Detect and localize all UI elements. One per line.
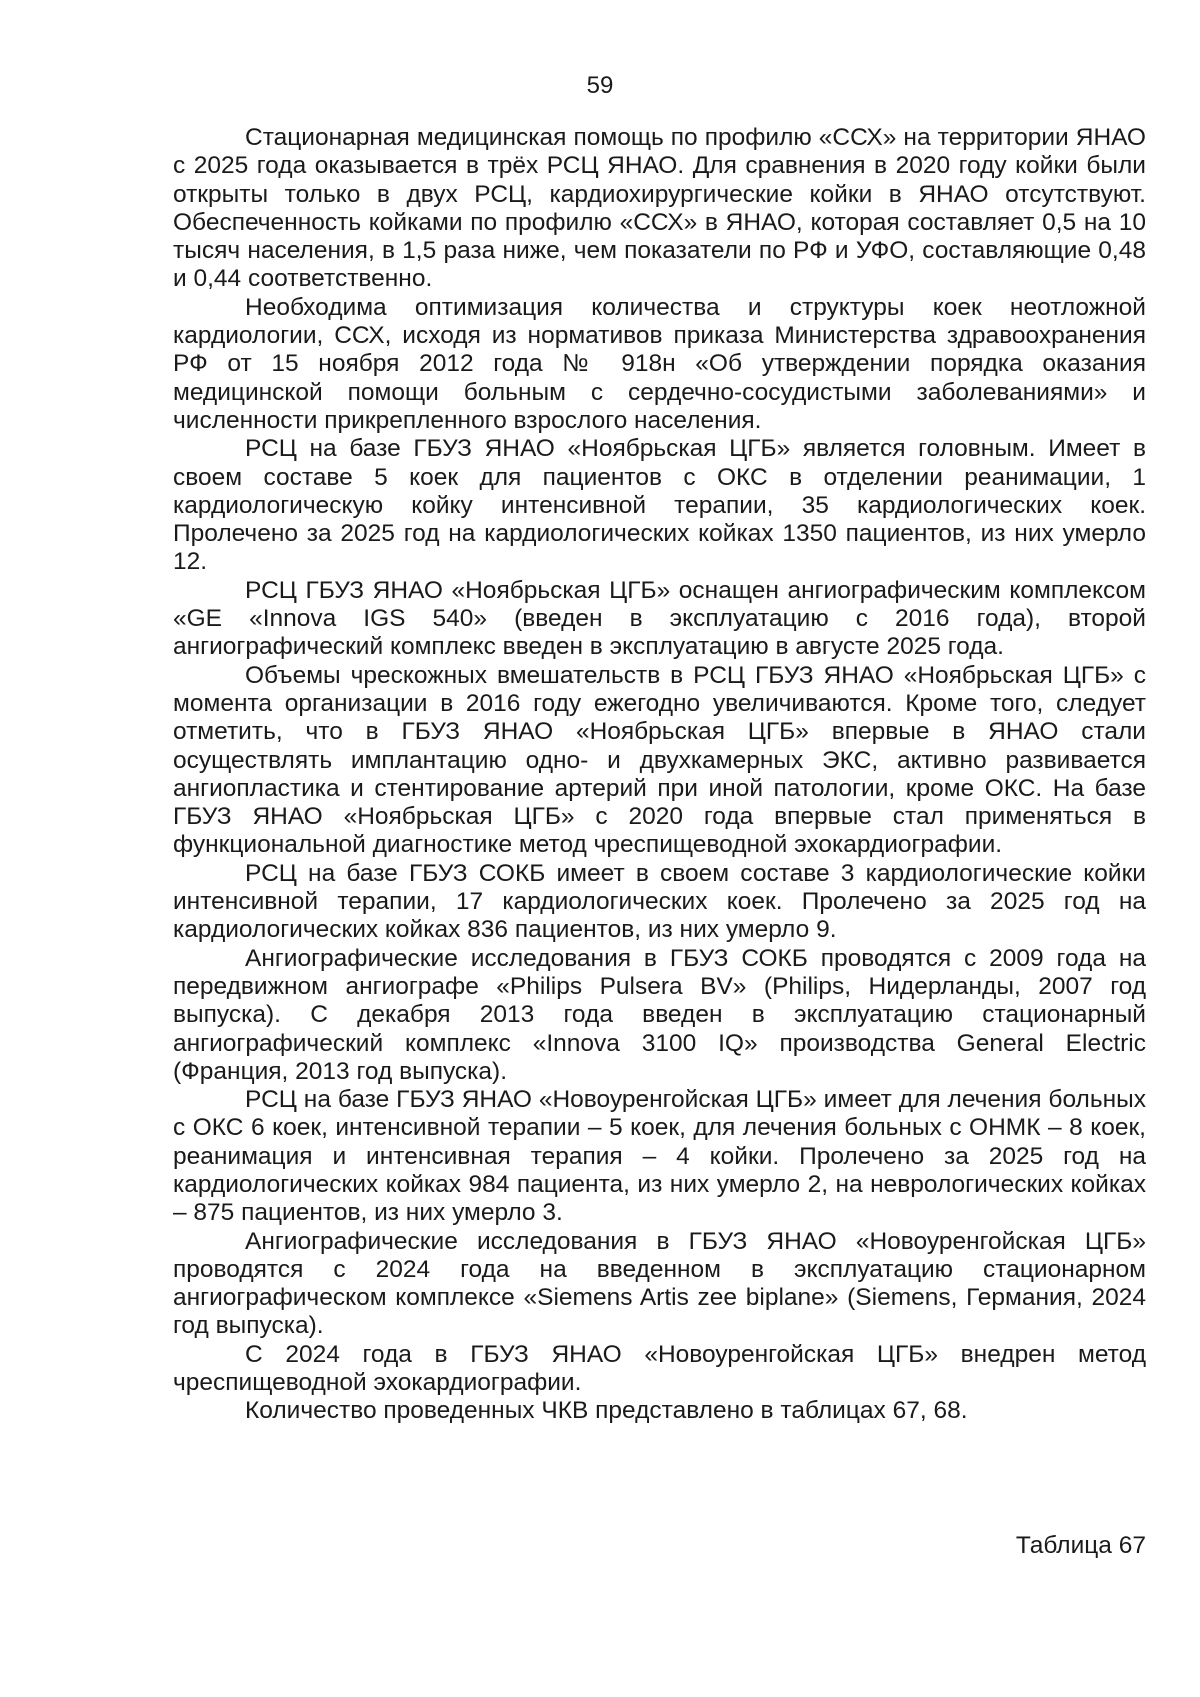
paragraph: Объемы чрескожных вмешательств в РСЦ ГБУЗ ЯНАО «Ноябрьская ЦГБ» с момента организации в 2016 году ежегодно увеличиваются. Кроме того, следует отметить, что в ГБУЗ ЯНАО «Ноябрьская ЦГБ» впервые в ЯНАО стали осуществлять имплантацию одно- и двухкамерных ЭКС, активно развивается ангиопластика и стентирование артерий при иной патологии, кроме ОКС. На базе ГБУЗ ЯНАО «Ноябрьская ЦГБ» с 2020 года впервые стал применяться в функциональной диагностике метод чреспищеводной эхокардиографии.: [173, 661, 1146, 859]
page-number: 59: [586, 72, 614, 99]
paragraph: С 2024 года в ГБУЗ ЯНАО «Новоуренгойская ЦГБ» внедрен метод чреспищеводной эхокардиографии.: [173, 1340, 1146, 1397]
paragraph: РСЦ на базе ГБУЗ ЯНАО «Новоуренгойская ЦГБ» имеет для лечения больных с ОКС 6 коек, интенсивной терапии – 5 коек, для лечения больных с ОНМК – 8 коек, реанимация и интенсивная терапия – 4 койки. Пролечено за 2025 год на кардиологических койках 984 пациента, из них умерло 2, на неврологических койках – 875 пациентов, из них умерло 3.: [173, 1086, 1146, 1227]
table-caption: Таблица 67: [1015, 1532, 1146, 1559]
paragraph: Необходима оптимизация количества и структуры коек неотложной кардиологии, ССХ, исходя из нормативов приказа Министерства здравоохранения РФ от 15 ноября 2012 года № 918н «Об утверждении порядка оказания медицинской помощи больным с сердечно-сосудистыми заболеваниями» и численности прикрепленного взрослого населения.: [173, 293, 1146, 434]
paragraph: РСЦ ГБУЗ ЯНАО «Ноябрьская ЦГБ» оснащен ангиографическим комплексом «GE «Innova IGS 540» (введен в эксплуатацию с 2016 года), второй ангиографический комплекс введен в эксплуатацию в августе 2025 года.: [173, 576, 1146, 661]
paragraph: Ангиографические исследования в ГБУЗ ЯНАО «Новоуренгойская ЦГБ» проводятся с 2024 года на введенном в эксплуатацию стационарном ангиографическом комплексе «Siemens Artis zee biplane» (Siemens, Германия, 2024 год выпуска).: [173, 1227, 1146, 1340]
body-text: [173, 124, 1146, 1426]
paragraph: Количество проведенных ЧКВ представлено в таблицах 67, 68.: [245, 1397, 968, 1425]
paragraph: Ангиографические исследования в ГБУЗ СОКБ проводятся с 2009 года на передвижном ангиографе «Philips Pulsera BV» (Philips, Нидерланды, 2007 год выпуска). С декабря 2013 года введен в эксплуатацию стационарный ангиографический комплекс «Innova 3100 IQ» производства General Electric (Франция, 2013 год выпуска).: [173, 944, 1146, 1085]
paragraph: РСЦ на базе ГБУЗ ЯНАО «Ноябрьская ЦГБ» является головным. Имеет в своем составе 5 коек для пациентов с ОКС в отделении реанимации, 1 кардиологическую койку интенсивной терапии, 35 кардиологических коек. Пролечено за 2025 год на кардиологических койках 1350 пациентов, из них умерло 12.: [173, 435, 1146, 576]
paragraph: Стационарная медицинская помощь по профилю «ССХ» на территории ЯНАО с 2025 года оказывается в трёх РСЦ ЯНАО. Для сравнения в 2020 году койки были открыты только в двух РСЦ, кардиохирургические койки в ЯНАО отсутствуют. Обеспеченность койками по профилю «ССХ» в ЯНАО, которая составляет 0,5 на 10 тысяч населения, в 1,5 раза ниже, чем показатели по РФ и УФО, составляющие 0,48 и 0,44 соответственно.: [173, 124, 1146, 293]
paragraph: РСЦ на базе ГБУЗ СОКБ имеет в своем составе 3 кардиологические койки интенсивной терапии, 17 кардиологических коек. Пролечено за 2025 год на кардиологических койках 836 пациентов, из них умерло 9.: [173, 859, 1146, 944]
